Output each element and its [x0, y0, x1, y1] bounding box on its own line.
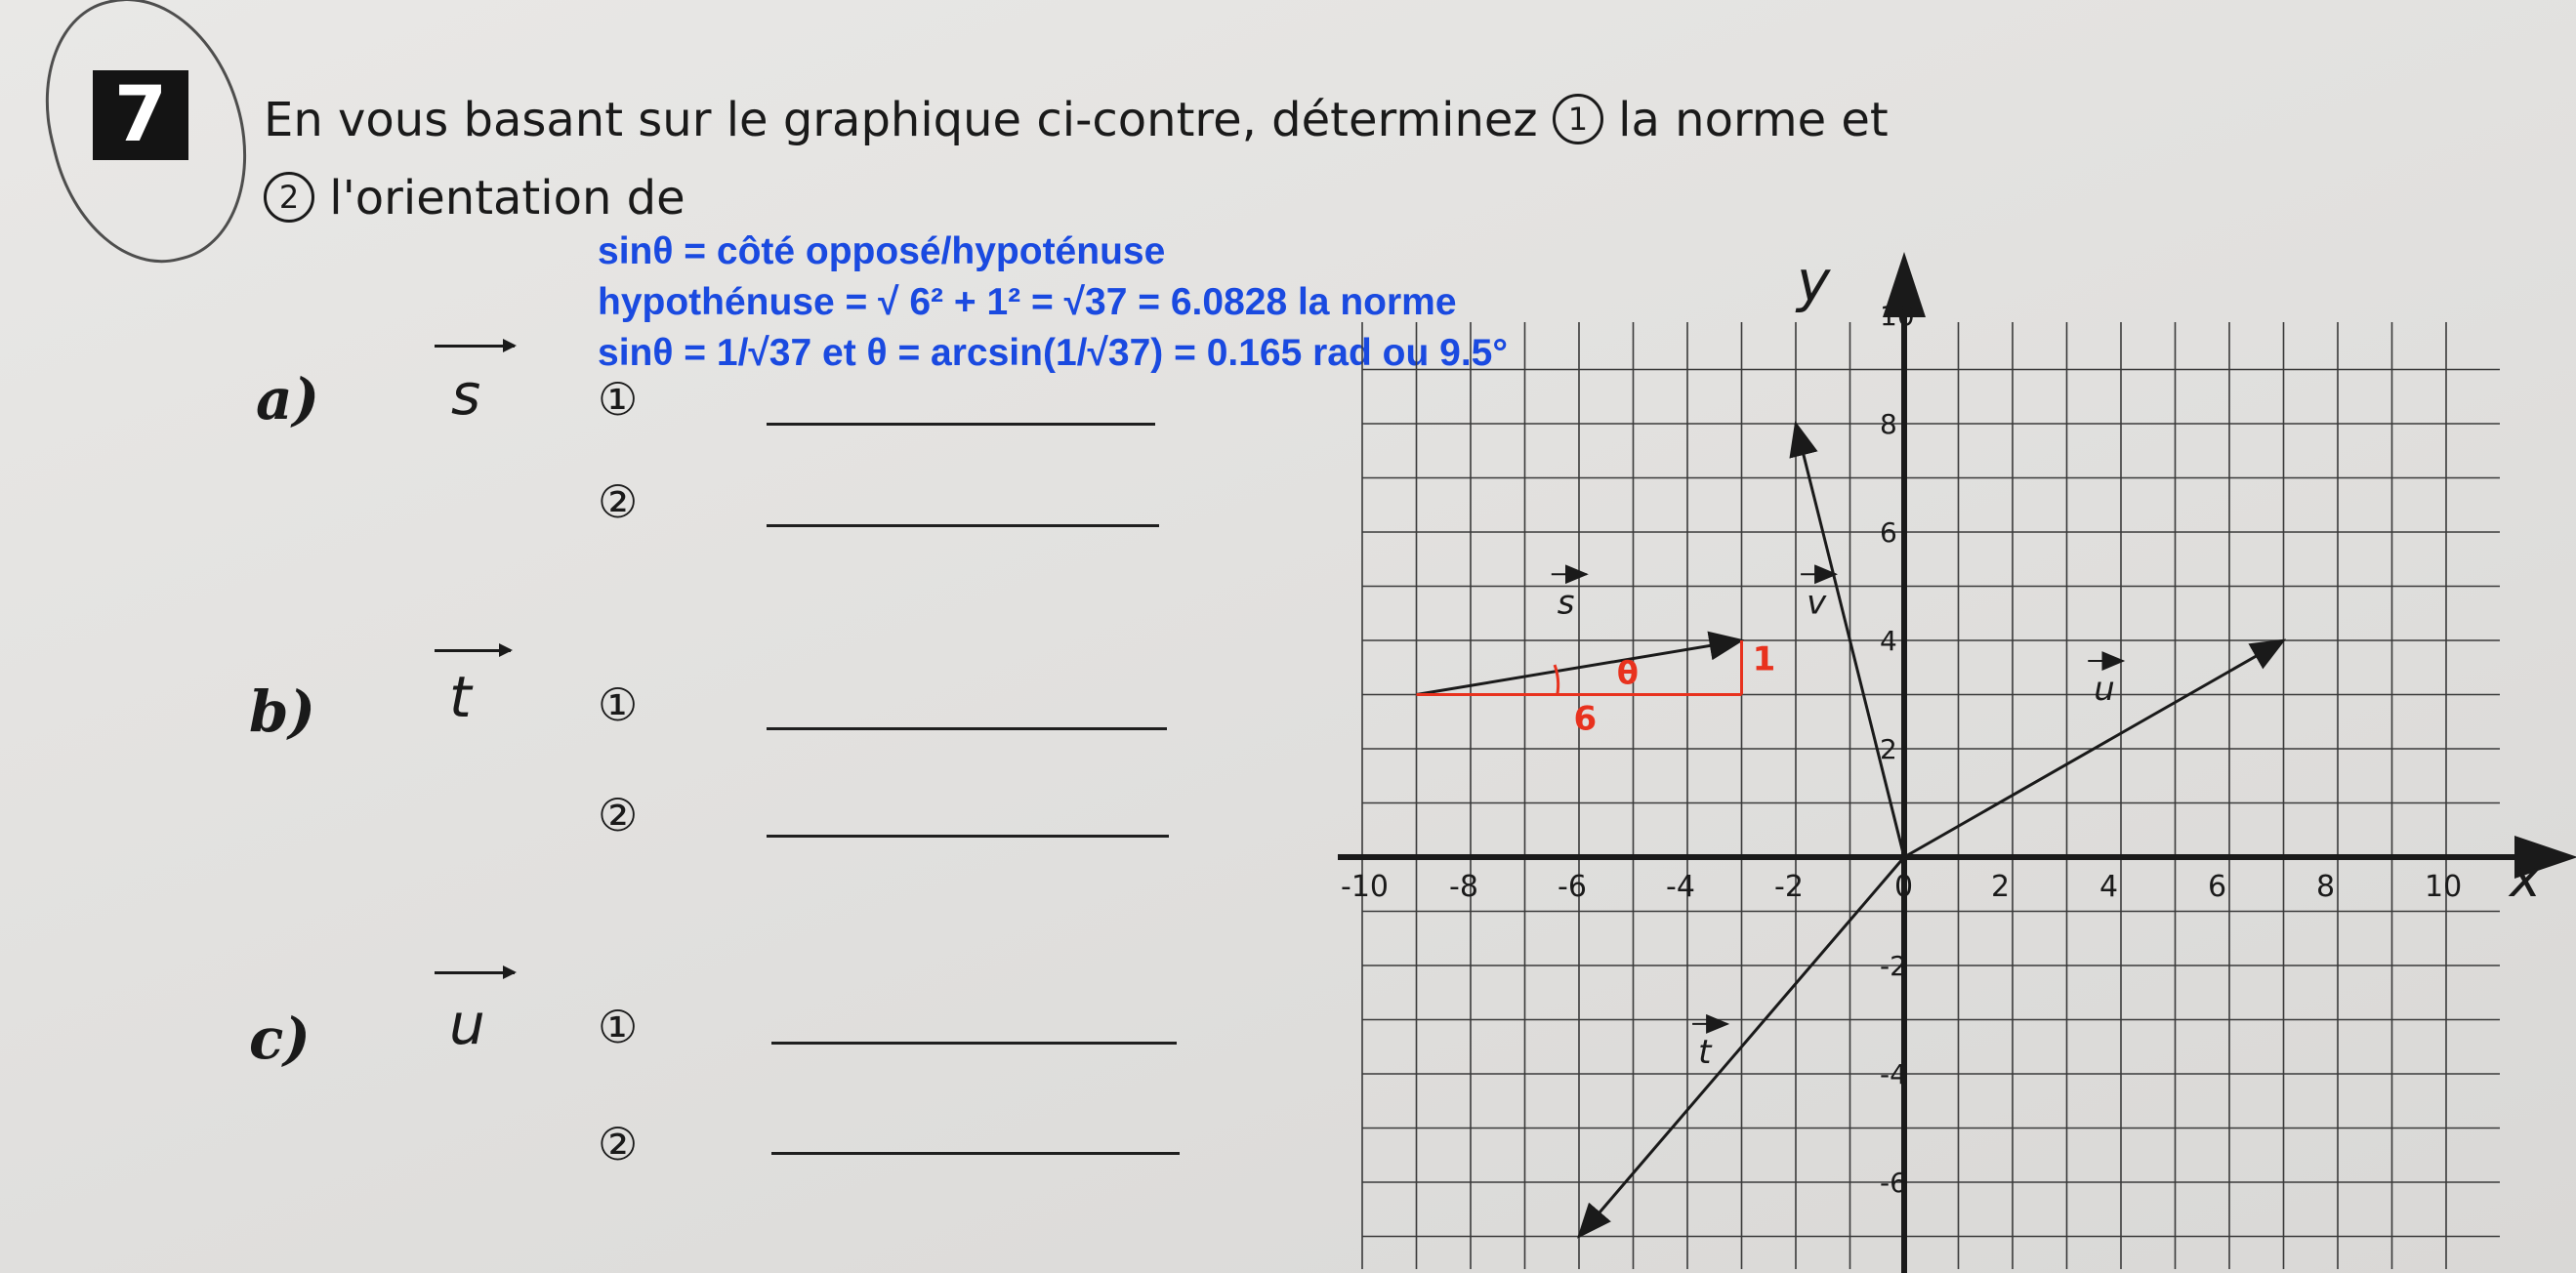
graph-axes [1338, 252, 2576, 1273]
item-b-vector: t [449, 664, 472, 730]
circled-number-1: 1 [1553, 94, 1603, 144]
x-tick-label: -8 [1449, 870, 1478, 904]
x-tick-label: 0 [1894, 870, 1914, 904]
item-b-letter: b) [249, 678, 315, 745]
vector-label-t: t [1698, 1032, 1712, 1072]
red-opposite-label: 1 [1752, 639, 1776, 679]
y-tick-label: 8 [1880, 408, 1897, 440]
vector-label-u: u [2094, 670, 2115, 710]
item-b-mark-1: ① [598, 678, 639, 731]
question-text-1: En vous basant sur le graphique ci-contre, déterminez [264, 93, 1538, 147]
vector-label-v: v [1807, 583, 1827, 623]
exercise-number: 7 [93, 70, 188, 160]
item-b-mark-2: ② [598, 789, 639, 842]
item-a-mark-2: ② [598, 475, 639, 528]
y-tick-label: 2 [1880, 733, 1897, 765]
x-tick-label: 4 [2099, 870, 2119, 904]
question-text-1b: la norme et [1618, 93, 1889, 147]
item-c-vector: u [449, 991, 485, 1057]
y-tick-label: -2 [1880, 950, 1907, 982]
red-angle-label: θ [1616, 654, 1639, 692]
red-adjacent-label: 6 [1573, 699, 1598, 739]
item-c-mark-1: ① [598, 1001, 639, 1053]
y-tick-label: 10 [1880, 300, 1915, 332]
x-axis-label: x [2510, 847, 2541, 909]
item-c-mark-2: ② [598, 1118, 639, 1170]
x-tick-label: -10 [1341, 870, 1389, 904]
x-tick-label: 8 [2316, 870, 2336, 904]
item-c-letter: c) [249, 1006, 311, 1072]
annotation-line-3: sinθ = 1/√37 et θ = arcsin(1/√37) = 0.165 rad ou 9.5° [598, 332, 1508, 374]
item-a-mark-1: ① [598, 373, 639, 426]
annotation-line-2: hypothénuse = √ 6² + 1² = √37 = 6.0828 la norme [598, 281, 1457, 323]
question-text-2: l'orientation de [329, 171, 686, 226]
annotation-line-1: sinθ = côté opposé/hypoténuse [598, 230, 1166, 272]
red-angle-arc [1555, 665, 1558, 695]
circled-number-2: 2 [264, 172, 314, 223]
vector-label-s: s [1557, 583, 1575, 623]
graph-grid [1362, 322, 2500, 1269]
x-tick-label: -2 [1774, 870, 1804, 904]
x-tick-label: -4 [1666, 870, 1695, 904]
y-tick-label: 4 [1880, 625, 1897, 657]
x-tick-label: 2 [1991, 870, 2011, 904]
x-tick-label: -6 [1558, 870, 1587, 904]
y-tick-label: -6 [1880, 1167, 1907, 1199]
x-tick-label: 6 [2208, 870, 2227, 904]
y-tick-label: 6 [1880, 516, 1897, 549]
y-tick-label: -4 [1880, 1058, 1907, 1090]
item-a-letter: a) [256, 366, 320, 432]
item-a-vector: s [451, 361, 481, 428]
x-tick-label: 10 [2425, 870, 2463, 904]
y-axis-label: y [1797, 248, 1831, 314]
